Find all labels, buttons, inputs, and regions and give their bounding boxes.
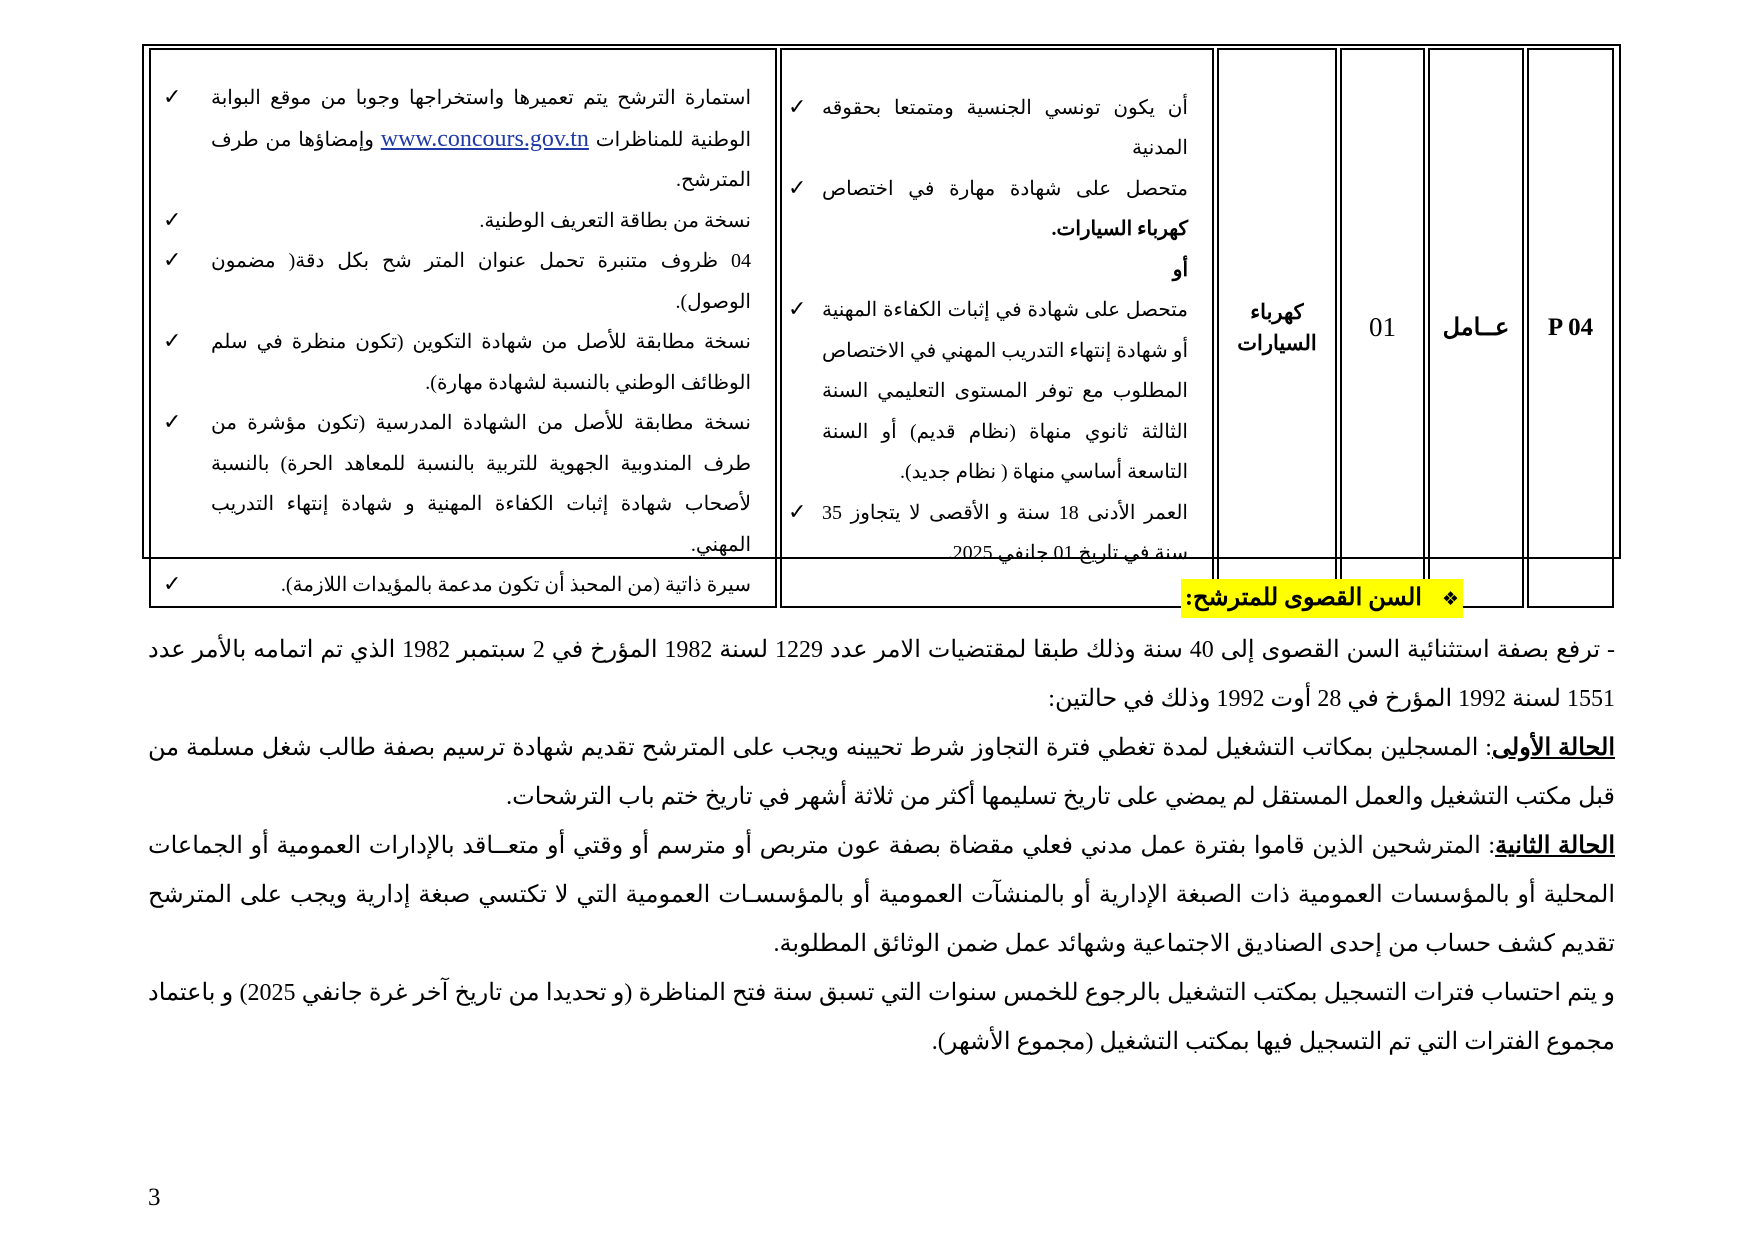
- concours-link[interactable]: www.concours.gov.tn: [380, 125, 589, 152]
- document-form-text: استمارة الترشح يتم تعميرها واستخراجها وجوبا من موقع البوابة الوطنية للمناظرات: [211, 87, 752, 151]
- documents-list: [151, 50, 775, 606]
- body-text: [148, 626, 1615, 1067]
- job-code: P 04: [1547, 313, 1594, 341]
- job-table-grid: [146, 48, 1617, 608]
- check-icon: ✓: [163, 207, 182, 233]
- list-item: [163, 201, 757, 242]
- check-icon: ✓: [788, 499, 807, 525]
- specialty-line-2: السيارات: [1237, 330, 1317, 355]
- or-separator: أو: [1172, 258, 1188, 281]
- check-icon: ✓: [163, 329, 182, 354]
- check-icon: ✓: [163, 572, 182, 597]
- document-id-card: نسخة من بطاقة التعريف الوطنية.: [479, 209, 751, 232]
- case-2-label: الحالة الثانية: [1495, 833, 1615, 859]
- condition-nationality: أن يكون تونسي الجنسية ومتمتعا بحقوقه المدنية: [822, 96, 1188, 160]
- document-envelopes: 04 ظروف متنبرة تحمل عنوان المتر شح بكل دقة( مضمون الوصول).: [211, 250, 751, 313]
- job-table: [142, 44, 1621, 597]
- check-icon: ✓: [788, 94, 807, 120]
- paragraph-case-1: [148, 724, 1615, 822]
- check-icon: ✓: [163, 248, 182, 273]
- list-item: [163, 565, 757, 606]
- list-item: [163, 241, 757, 322]
- job-code-cell: [1527, 48, 1614, 608]
- job-grade: عــامل: [1442, 315, 1510, 342]
- section-title-text: السن القصوى للمترشح:: [1184, 585, 1422, 611]
- document-cv: سيرة ذاتية (من المحبذ أن تكون مدعمة بالمؤيدات اللازمة).: [280, 574, 751, 596]
- specialty-line-1: كهرباء: [1250, 299, 1304, 324]
- documents-cell: [149, 48, 777, 608]
- document-training-certificate: نسخة مطابقة للأصل من شهادة التكوين (تكون منظرة في سلم الوظائف الوطني بالنسبة لشهادة مهارة).: [211, 331, 751, 394]
- specialty-cell: [1217, 48, 1337, 608]
- check-icon: ✓: [163, 410, 182, 435]
- conditions-cell: [780, 48, 1214, 608]
- condition-alt-certificate: متحصل على شهادة في إثبات الكفاءة المهنية أو شهادة إنتهاء التدريب المهني في الاختصاص المطلوب مع توفر المستوى التعليمي السنة الثالثة ثانوي منهاة (نظام قديم) أو السنة التاسعة أساسي منهاة ( نظام جديد).: [822, 299, 1188, 484]
- page-number: 3: [148, 1184, 161, 1211]
- job-grade-cell: [1428, 48, 1524, 608]
- list-item: [163, 322, 757, 403]
- check-icon: ✓: [788, 175, 807, 201]
- condition-skill-certificate: متحصل على شهادة مهارة في اختصاص: [822, 177, 1188, 200]
- paragraph-registration-periods: و يتم احتساب فترات التسجيل بمكتب التشغيل بالرجوع للخمس سنوات التي تسبق سنة فتح المناظرة (و تحديدا من تاريخ آخر غرة جانفي 2025) و باعتماد مجموع الفترات التي تم التسجيل فيها بمكتب التشغيل (مجموع الأشهر).: [148, 980, 1616, 1055]
- section-title: [1181, 579, 1463, 618]
- list-item: [788, 493, 1200, 574]
- check-icon: ✓: [163, 85, 182, 110]
- list-item: [788, 88, 1200, 169]
- table-row: [149, 48, 1614, 608]
- condition-age: العمر الأدنى 18 سنة و الأقصى لا يتجاوز 35 سنة في تاريخ 01 جانفي 2025.: [822, 501, 1188, 565]
- condition-specialty-bold: كهرباء السيارات.: [1051, 218, 1188, 241]
- positions-count: 01: [1369, 312, 1396, 343]
- list-item: [163, 403, 757, 565]
- case-1-label: الحالة الأولى: [1491, 735, 1615, 761]
- check-icon: ✓: [788, 297, 807, 323]
- paragraph-case-2: [148, 822, 1615, 969]
- case-1-text: : المسجلين بمكاتب التشغيل لمدة تغطي فترة التجاوز شرط تحيينه ويجب على المترشح تقديم شهادة ترسيم بصفة طالب شغل مسلمة من قبل مكتب التشغيل والعمل المستقل لم يمضي على تاريخ تسليمها أكثر من ثلاثة أشهر في تاريخ ختم باب الترشحات.: [148, 735, 1615, 810]
- conditions-list: [782, 82, 1212, 574]
- document-school-certificate: نسخة مطابقة للأصل من الشهادة المدرسية (تكون مؤشرة من طرف المندوبية الجهوية للتربية بالنسبة للمعاهد الحرة) بالنسبة لأصحاب شهادة إثبات الكفاءة المهنية و شهادة إنتهاء التدريب المهني.: [211, 412, 751, 556]
- case-2-text: : المترشحين الذين قاموا بفترة عمل مدني فعلي مقضاة بصفة عون متربص أو مترسم أو وقتي أو متعــاقد بالإدارات العمومية أو الجماعات المحلية أو بالمؤسسات العمومية ذات الصبغة الإدارية أو بالمنشآت العمومية أو بالمؤسسـات العمومية التي لا تكتسي صبغة إدارية ويجب على المترشح تقديم كشف حساب من إحدى الصناديق الاجتماعية وشهائد عمل ضمن الوثائق المطلوبة.: [148, 833, 1616, 957]
- document-form-text-end: وإمضاؤها من طرف المترشح.: [211, 128, 751, 191]
- list-item: [788, 169, 1200, 250]
- positions-count-cell: [1340, 48, 1425, 608]
- diamond-bullet-icon: ❖: [1441, 588, 1459, 610]
- paragraph-exception: - ترفع بصفة استثنائية السن القصوى إلى 40 سنة وذلك طبقا لمقتضيات الامر عدد 1229 لسنة 1982 المؤرخ في 2 سبتمبر 1982 الذي تم اتمامه بالأمر عدد 1551 لسنة 1992 المؤرخ في 28 أوت 1992 وذلك في حالتين:: [148, 637, 1616, 712]
- list-item: [788, 290, 1200, 493]
- list-item: [163, 78, 757, 201]
